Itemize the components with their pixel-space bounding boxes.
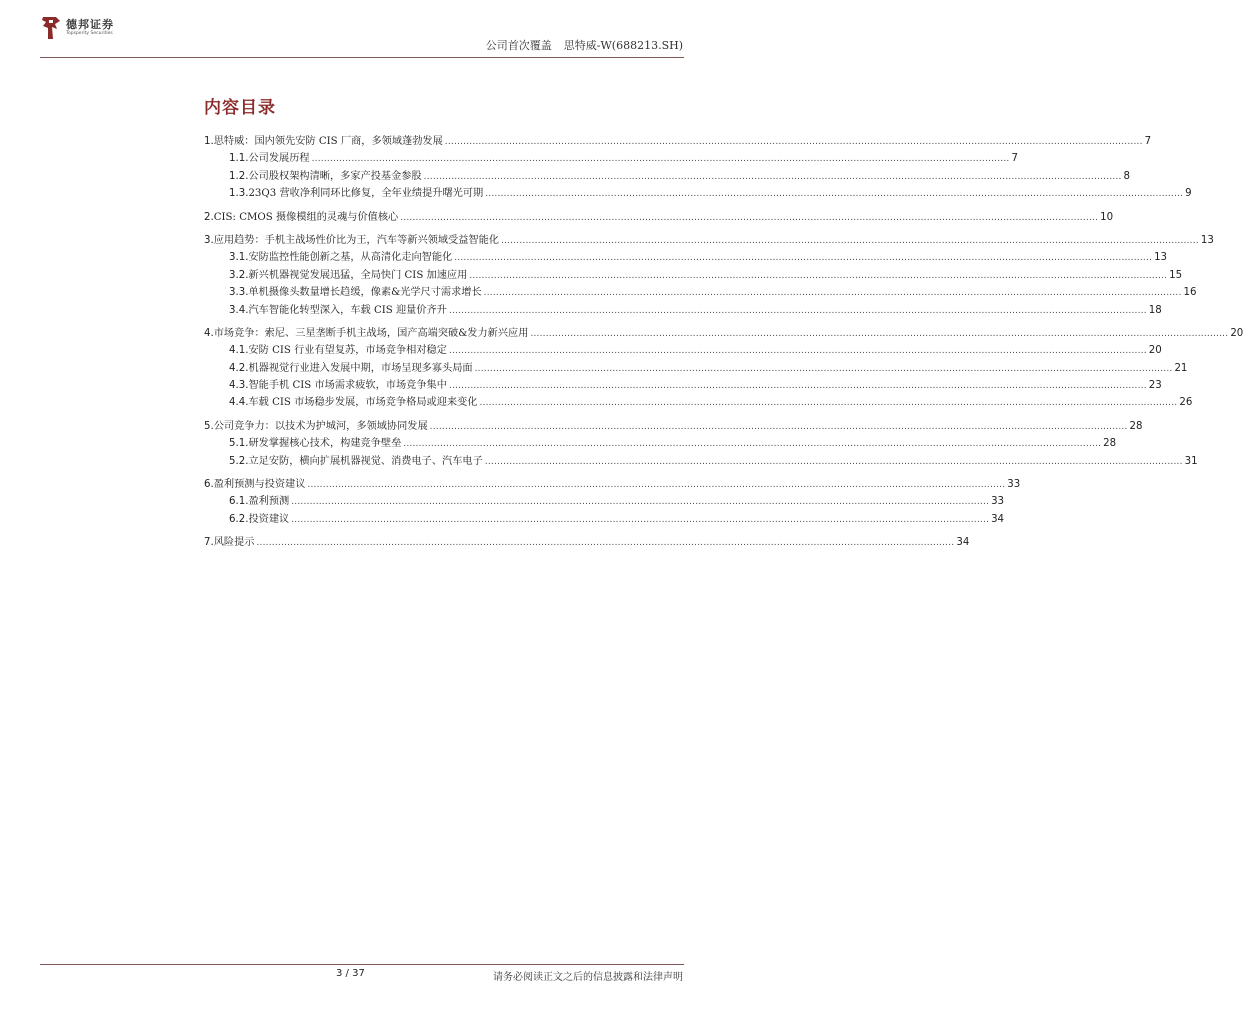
toc-entry[interactable] [204, 533, 970, 550]
toc-entry-number: 1.2. [229, 170, 249, 182]
toc-entry[interactable] [204, 376, 1162, 393]
report-type: 公司首次覆盖 [485, 39, 552, 52]
toc-entry[interactable] [204, 492, 1005, 509]
toc-entry[interactable] [204, 510, 1005, 527]
toc-entry-title: 安防监控性能创新之基，从高清化走向智能化 [248, 252, 453, 264]
toc-dot-leader [403, 439, 1101, 449]
toc-dot-leader [291, 515, 989, 525]
toc-entry-page: 7 [1011, 153, 1018, 165]
toc-entry-number: 5.1. [229, 438, 249, 450]
toc-entry-page: 28 [1103, 438, 1117, 450]
toc-entry-page: 23 [1148, 380, 1162, 392]
toc-entry-page: 10 [1100, 211, 1114, 223]
toc-dot-leader [485, 457, 1183, 467]
toc-entry-page: 26 [1179, 397, 1193, 409]
footer-divider [40, 964, 684, 965]
toc-entry-number: 4.1. [229, 345, 249, 357]
toc-title: 内容目录 [204, 98, 276, 118]
toc-entry-title: CIS: CMOS 摄像模组的灵魂与价值核心 [213, 211, 399, 223]
toc-dot-leader [256, 538, 954, 548]
toc-entry-number: 4. [204, 327, 214, 339]
toc-entry-title: 安防 CIS 行业有望复苏，市场竞争相对稳定 [248, 345, 447, 357]
toc-entry-number: 1.1. [229, 153, 249, 165]
toc-dot-leader [530, 329, 1228, 339]
toc-entry-title: 公司股权架构清晰，多家产投基金参股 [248, 170, 422, 182]
company-logo [40, 15, 114, 41]
toc-entry[interactable] [204, 248, 1168, 265]
toc-entry-page: 18 [1148, 304, 1162, 316]
toc-dot-leader [475, 364, 1173, 374]
toc-entry-number: 4.3. [229, 380, 249, 392]
toc-entry-title: 23Q3 营收净利同环比修复，全年业绩提升曙光可期 [248, 188, 484, 200]
toc-entry[interactable] [204, 341, 1162, 358]
toc-entry-page: 15 [1169, 269, 1183, 281]
toc-entry-number: 6. [204, 479, 214, 491]
toc-entry-title: 思特威：国内领先安防 CIS 厂商，多领域蓬勃发展 [213, 136, 443, 147]
toc-entry-title: 智能手机 CIS 市场需求疲软，市场竞争集中 [248, 380, 447, 392]
toc-entry-page: 20 [1230, 327, 1243, 339]
toc-entry-page: 33 [1007, 479, 1021, 491]
toc-dot-leader [449, 306, 1147, 316]
toc-entry-title: 机器视觉行业进入发展中期，市场呈现多寡头局面 [248, 362, 473, 374]
toc-dot-leader [449, 381, 1147, 391]
toc-entry-title: 市场竞争：索尼、三星垄断手机主战场，国产高端突破&发力新兴应用 [213, 327, 529, 339]
toc-entry-page: 13 [1154, 252, 1168, 264]
toc-entry[interactable] [204, 132, 1152, 149]
dragon-logo-icon [40, 15, 62, 41]
toc-dot-leader [469, 271, 1167, 281]
toc-entry[interactable] [204, 475, 1021, 492]
table-of-contents [204, 132, 1243, 551]
toc-entry-title: 立足安防，横向扩展机器视觉、消费电子、汽车电子 [248, 455, 483, 467]
toc-entry[interactable] [204, 208, 1114, 225]
toc-entry-title: 公司竞争力：以技术为护城河，多领域协同发展 [213, 420, 428, 432]
toc-dot-leader [484, 288, 1182, 298]
toc-entry-number: 5. [204, 420, 214, 432]
toc-entry[interactable] [204, 167, 1130, 184]
toc-entry[interactable] [204, 301, 1162, 318]
header-report-info [486, 37, 683, 53]
toc-dot-leader [454, 253, 1152, 263]
toc-entry-title: 盈利预测 [248, 496, 290, 508]
toc-entry-number: 3.4. [229, 304, 249, 316]
toc-dot-leader [501, 236, 1199, 246]
toc-dot-leader [479, 398, 1177, 408]
toc-entry-number: 3. [204, 234, 214, 246]
page-indicator: 3 / 37 [336, 968, 365, 979]
toc-entry-title: 公司发展历程 [248, 153, 310, 165]
toc-entry-page: 7 [1144, 136, 1152, 147]
toc-dot-leader [430, 422, 1128, 432]
toc-dot-leader [445, 137, 1143, 147]
toc-entry-page: 21 [1174, 362, 1188, 374]
toc-dot-leader [485, 189, 1183, 199]
toc-entry-number: 4.2. [229, 362, 249, 374]
toc-dot-leader [424, 172, 1122, 182]
toc-entry-number: 6.1. [229, 496, 249, 508]
toc-entry-title: 投资建议 [248, 513, 290, 525]
toc-entry[interactable] [204, 283, 1197, 300]
toc-dot-leader [291, 497, 989, 507]
toc-entry-page: 31 [1184, 455, 1198, 467]
toc-entry-number: 1. [204, 136, 214, 147]
toc-entry-title: 车载 CIS 市场稳步发展，市场竞争格局或迎来变化 [248, 397, 478, 409]
logo-english-name: Topsperity Securities [66, 31, 113, 37]
toc-entry-title: 新兴机器视觉发展迅猛，全局快门 CIS 加速应用 [248, 269, 468, 281]
toc-entry[interactable] [204, 417, 1143, 434]
toc-entry-title: 应用趋势：手机主战场性价比为王，汽车等新兴领域受益智能化 [213, 234, 499, 246]
header-divider [40, 57, 684, 58]
toc-entry-page: 16 [1183, 287, 1197, 299]
toc-entry-page: 33 [991, 496, 1005, 508]
toc-entry-page: 20 [1148, 345, 1162, 357]
toc-dot-leader [307, 480, 1005, 490]
toc-entry-title: 盈利预测与投资建议 [213, 479, 306, 491]
toc-dot-leader [400, 213, 1098, 223]
toc-entry-title: 研发掌握核心技术，构建竞争壁垒 [248, 438, 402, 450]
toc-entry-number: 3.1. [229, 252, 249, 264]
toc-entry-page: 9 [1185, 188, 1192, 200]
toc-entry-title: 风险提示 [213, 537, 255, 549]
toc-entry[interactable] [204, 434, 1117, 451]
footer-disclaimer: 请务必阅读正文之后的信息披露和法律声明 [493, 972, 683, 983]
toc-entry[interactable] [204, 231, 1214, 248]
toc-entry-number: 2. [204, 211, 214, 223]
toc-entry[interactable] [204, 324, 1243, 341]
toc-entry[interactable] [204, 452, 1198, 469]
toc-dot-leader [312, 154, 1010, 164]
toc-entry-number: 1.3. [229, 188, 249, 200]
toc-entry-number: 4.4. [229, 397, 249, 409]
toc-entry-page: 28 [1129, 420, 1143, 432]
toc-entry-page: 13 [1200, 234, 1214, 246]
toc-entry[interactable] [204, 393, 1193, 410]
toc-entry-page: 34 [956, 537, 970, 549]
toc-entry-number: 6.2. [229, 513, 249, 525]
toc-entry-number: 7. [204, 537, 214, 549]
company-ticker: 思特威-W(688213.SH) [563, 39, 683, 52]
toc-entry-page: 8 [1123, 170, 1130, 182]
toc-entry-page: 34 [991, 513, 1005, 525]
toc-entry[interactable] [204, 359, 1188, 376]
toc-entry[interactable] [204, 184, 1192, 201]
toc-entry-title: 单机摄像头数量增长趋缓，像素&光学尺寸需求增长 [248, 287, 482, 299]
toc-entry-title: 汽车智能化转型深入，车载 CIS 迎量价齐升 [248, 304, 447, 316]
logo-chinese-name: 德邦证券 [66, 18, 114, 32]
toc-dot-leader [449, 346, 1147, 356]
toc-entry[interactable] [204, 266, 1183, 283]
toc-entry-number: 3.3. [229, 287, 249, 299]
toc-entry-number: 3.2. [229, 269, 249, 281]
toc-entry[interactable] [204, 149, 1018, 166]
toc-entry-number: 5.2. [229, 455, 249, 467]
